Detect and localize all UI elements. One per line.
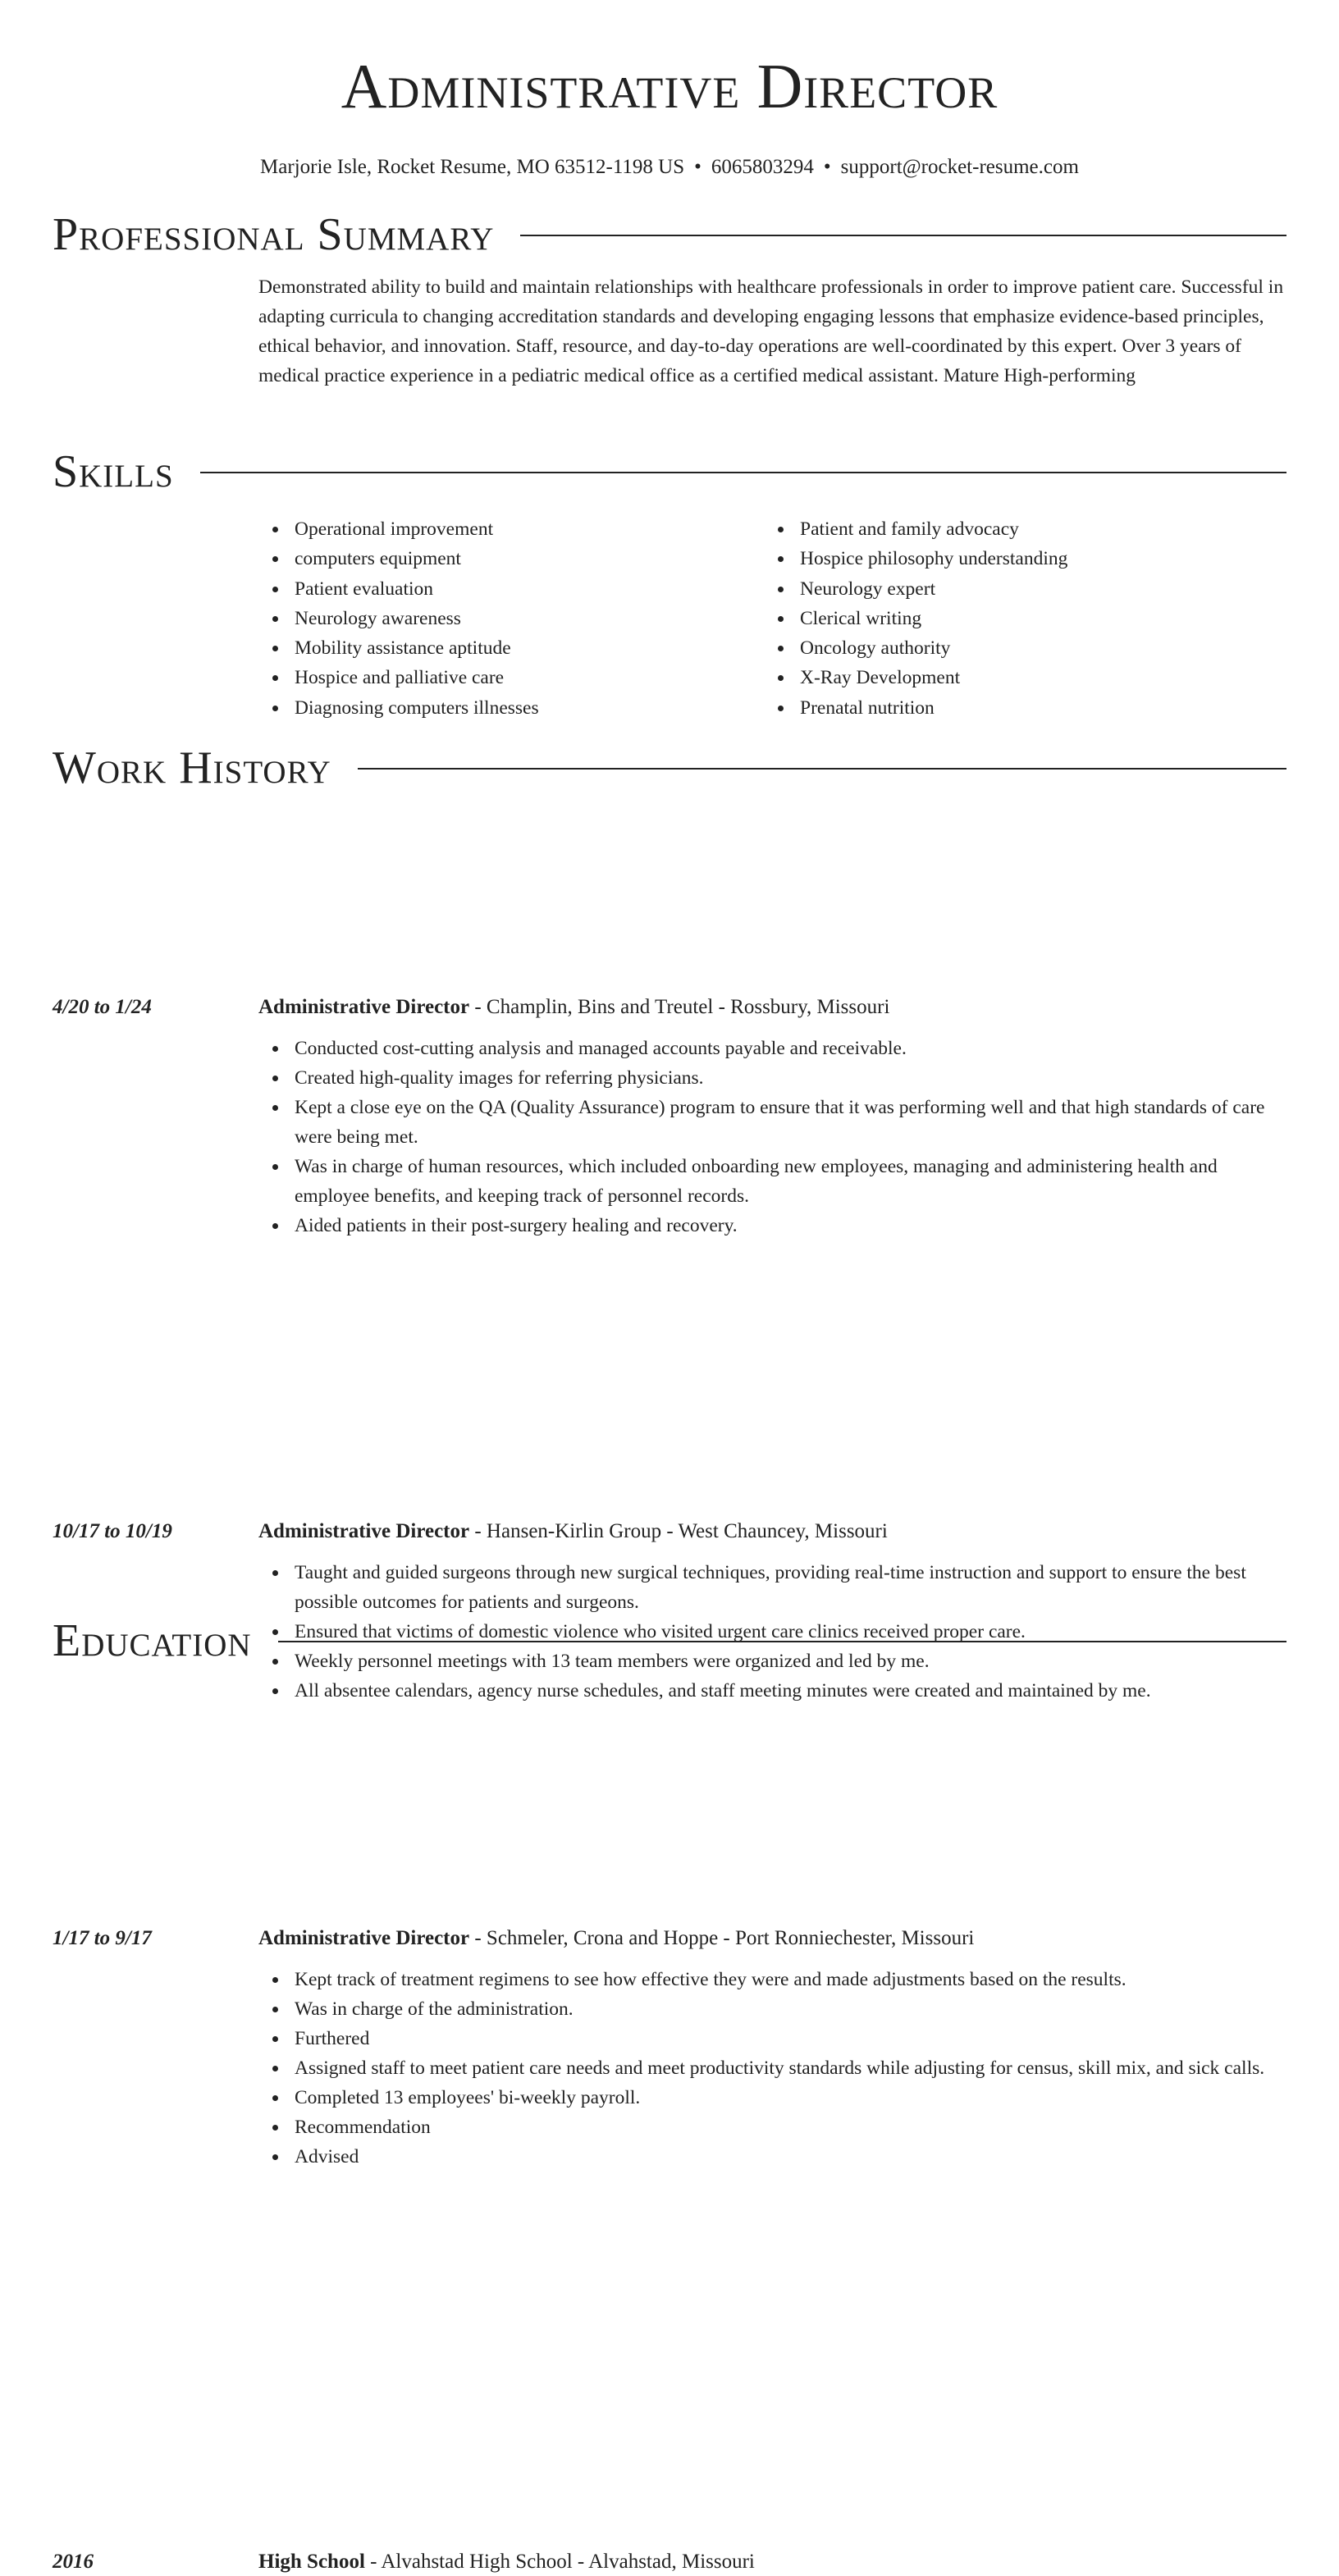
job-bullet: Created high-quality images for referring physicians. <box>295 1063 1286 1093</box>
section-divider <box>278 1641 1286 1642</box>
job-bullet: Furthered <box>295 2024 1286 2053</box>
job-entry <box>53 993 1286 1240</box>
contact-separator: • <box>694 156 701 178</box>
skill-item: computers equipment <box>295 544 764 573</box>
job-bullet: Was in charge of the administration. <box>295 1994 1286 2024</box>
skill-item: Prenatal nutrition <box>800 693 1269 723</box>
job-bullet: Ensured that victims of domestic violence who visited urgent care clinics received proper care. <box>295 1617 1286 1647</box>
skills-header <box>53 447 1286 496</box>
work-history-section <box>53 743 1286 792</box>
summary-header <box>53 210 1286 259</box>
job-header <box>53 1925 1286 1953</box>
job-details: - Schmeler, Crona and Hoppe - Port Ronniechester, Missouri <box>469 1927 975 1949</box>
job-dates: 10/17 to 10/19 <box>53 1520 172 1542</box>
job-entry <box>53 1925 1286 2172</box>
skill-item: Neurology awareness <box>295 604 764 633</box>
education-degree: High School <box>258 2551 365 2573</box>
resume-name: Administrative Director <box>340 51 999 121</box>
skill-item: Oncology authority <box>800 633 1269 663</box>
job-heading <box>258 1925 974 1953</box>
skill-item: Patient evaluation <box>295 574 764 604</box>
job-bullet: Advised <box>295 2142 1286 2172</box>
job-bullet: Was in charge of human resources, which included onboarding new employees, managing and administering health and employee benefits, and keeping track of personnel records. <box>295 1152 1286 1211</box>
work-history-heading: Work History <box>53 742 331 793</box>
job-entry <box>53 1518 1286 1706</box>
skill-item: Mobility assistance aptitude <box>295 633 764 663</box>
work-history-header <box>53 743 1286 792</box>
job-details: - Champlin, Bins and Treutel - Rossbury, Missouri <box>469 996 890 1018</box>
contact-address: Marjorie Isle, Rocket Resume, MO 63512-1198 US <box>260 156 685 178</box>
summary-text: Demonstrated ability to build and maintain relationships with healthcare professionals in order to improve patient care. Successful in adapting curricula to changing accreditation standards and developing engaging lessons that emphasize evidence-based principles, ethical behavior, and innovation. Staff, resource, and day-to-day operations are well-coordinated by this expert. Over 3 years of medical practice experience in a pediatric medical office as a certified medical assistant. Mature High-performing <box>258 276 1284 386</box>
job-bullets <box>53 1965 1286 2172</box>
job-title: Administrative Director <box>258 1520 470 1542</box>
section-divider <box>520 235 1286 236</box>
contact-separator: • <box>823 156 831 178</box>
education-section <box>53 1616 1286 1665</box>
skills-heading: Skills <box>53 446 174 497</box>
job-bullet: Kept a close eye on the QA (Quality Assurance) program to ensure that it was performing well and that high standards of care were being met. <box>295 1093 1286 1152</box>
job-bullets <box>53 1034 1286 1240</box>
education-details: - Alvahstad High School - Alvahstad, Missouri <box>364 2551 755 2573</box>
skill-item: X-Ray Development <box>800 663 1269 692</box>
education-header <box>53 1616 1286 1665</box>
job-bullet: Recommendation <box>295 2112 1286 2142</box>
section-divider <box>358 768 1286 770</box>
job-bullet: Completed 13 employees' bi-weekly payroll. <box>295 2083 1286 2112</box>
skill-item: Hospice philosophy understanding <box>800 544 1269 573</box>
summary-heading: Professional Summary <box>53 209 495 260</box>
job-title: Administrative Director <box>258 996 470 1018</box>
contact-phone: 6065803294 <box>711 156 814 178</box>
job-bullet: Taught and guided surgeons through new surgical techniques, providing real-time instruction and support to ensure the best possible outcomes for patients and surgeons. <box>295 1558 1286 1617</box>
education-entry <box>53 2548 1286 2576</box>
job-heading <box>258 993 889 1021</box>
skill-item: Hospice and palliative care <box>295 663 764 692</box>
skills-section <box>53 447 1286 723</box>
education-row <box>53 2548 1286 2576</box>
summary-section <box>53 210 1286 391</box>
job-header <box>53 1518 1286 1546</box>
skill-item: Neurology expert <box>800 574 1269 604</box>
skill-item: Diagnosing computers illnesses <box>295 693 764 723</box>
skills-column-right <box>764 514 1269 723</box>
education-heading-line <box>258 2548 755 2576</box>
job-bullet: Assigned staff to meet patient care needs and meet productivity standards while adjusting for census, skill mix, and sick calls. <box>295 2053 1286 2083</box>
job-heading <box>258 1518 888 1546</box>
education-year: 2016 <box>53 2551 94 2573</box>
skill-item: Patient and family advocacy <box>800 514 1269 544</box>
job-bullet: Aided patients in their post-surgery healing and recovery. <box>295 1211 1286 1240</box>
job-details: - Hansen-Kirlin Group - West Chauncey, Missouri <box>469 1520 888 1542</box>
skills-column-left <box>258 514 764 723</box>
contact-line <box>0 155 1339 180</box>
job-header <box>53 993 1286 1021</box>
skill-item: Clerical writing <box>800 604 1269 633</box>
job-title: Administrative Director <box>258 1927 470 1949</box>
job-dates: 4/20 to 1/24 <box>53 996 152 1018</box>
skill-item: Operational improvement <box>295 514 764 544</box>
contact-email[interactable]: support@rocket-resume.com <box>840 156 1079 178</box>
job-bullet: Weekly personnel meetings with 13 team members were organized and led by me. <box>295 1647 1286 1676</box>
skills-list <box>258 514 1286 723</box>
job-dates: 1/17 to 9/17 <box>53 1927 152 1949</box>
job-bullet: Kept track of treatment regimens to see how effective they were and made adjustments based on the results. <box>295 1965 1286 1994</box>
education-heading: Education <box>53 1615 252 1666</box>
job-bullet: Conducted cost-cutting analysis and managed accounts payable and receivable. <box>295 1034 1286 1063</box>
section-divider <box>200 472 1286 473</box>
job-bullet: All absentee calendars, agency nurse schedules, and staff meeting minutes were created and maintained by me. <box>295 1676 1286 1706</box>
